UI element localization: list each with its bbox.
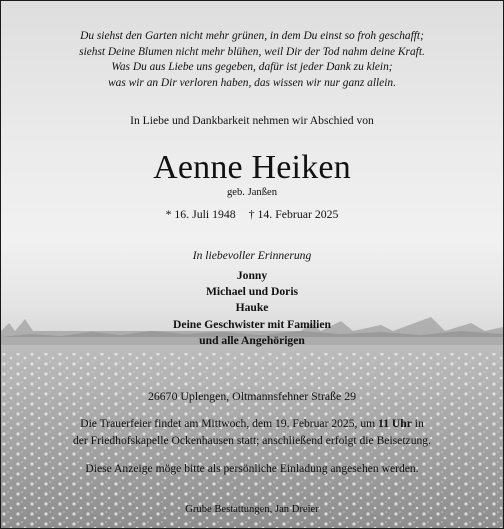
family-address: 26670 Uplengen, Oltmannsfehner Straße 29	[147, 389, 357, 403]
service-line-2: der Friedhofskapelle Ockenhausen statt; anschließend erfolgt die Beisetzung.	[72, 433, 431, 447]
poem	[1, 29, 503, 91]
mourner-name: Michael und Doris	[205, 285, 299, 299]
farewell-intro: In Liebe und Dankbarkeit nehmen wir Abschied von	[130, 114, 374, 127]
mourner-name: Deine Geschwister mit Familien	[173, 317, 331, 331]
death-date: † 14. Februar 2025	[248, 207, 339, 221]
service-details	[1, 416, 503, 449]
life-dates	[1, 207, 503, 222]
mourner-name: Jonny	[236, 269, 268, 282]
birth-date: * 16. Juli 1948	[165, 207, 236, 221]
poem-line: Was Du aus Liebe uns gegeben, dafür ist jeder Dank zu klein;	[111, 61, 393, 73]
mourner-name: und alle Angehörigen	[199, 333, 305, 347]
birth-name: geb. Janßen	[226, 187, 277, 198]
poem-line: Du siehst den Garten nicht mehr grünen, in dem Du einst so froh geschafft;	[80, 30, 424, 42]
service-time: 11 Uhr	[378, 417, 412, 430]
memory-heading: In liebevoller Erinnerung	[192, 249, 312, 262]
service-text: Die Trauerfeier findet am Mittwoch, dem 19. Februar 2025, um	[80, 417, 379, 430]
service-line-1	[1, 416, 503, 433]
mourner-name: Hauke	[235, 301, 269, 315]
mourners-list	[1, 268, 503, 349]
invitation-note: Diese Anzeige möge bitte als persönliche Einladung angesehen werden.	[85, 462, 419, 475]
poem-line: was wir an Dir verloren haben, das wissen wir nur ganz allein.	[108, 76, 396, 89]
poem-line: siehst Deine Blumen nicht mehr blühen, weil Dir der Tod nahm deine Kraft.	[79, 45, 425, 58]
funeral-home: Grube Bestattungen, Jan Dreier	[185, 504, 319, 515]
deceased-name: Aenne Heiken	[153, 149, 351, 186]
service-text: in	[411, 417, 424, 430]
